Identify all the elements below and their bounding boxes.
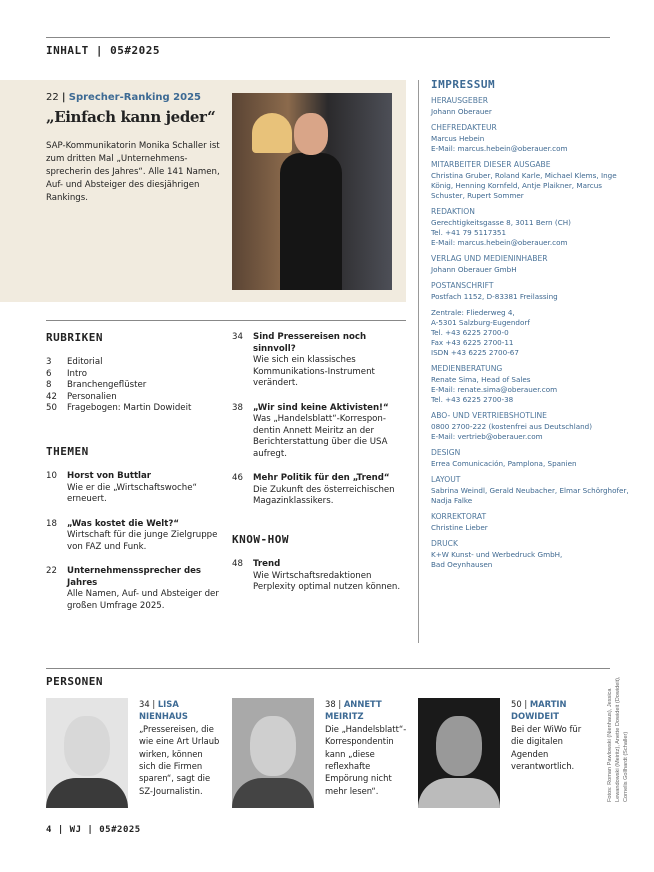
article-text: Die Zukunft des österreichischen Magazinklassikers. [253,484,395,506]
impressum-line: Christine Lieber [431,523,488,532]
impressum-block [431,411,631,442]
impressum-line: Errea Comunicación, Pamplona, Spanien [431,459,577,468]
article-summary [253,473,407,508]
article-text: Was „Handelsblatt“-Korrespon-dentin Annett Meiritz an der Berichterstattung über die USA aufregt. [253,414,388,459]
impressum-heading: VERLAG UND MEDIENINHABER [431,254,548,263]
impressum-line: E-Mail: renate.sima@oberauer.com [431,385,558,394]
toc-label: Editorial [67,357,103,367]
page-number: 3 [46,357,52,367]
person-photo-dowideit [418,698,500,808]
page-number: 42 [46,391,57,402]
impressum-line: Johann Oberauer GmbH [431,265,517,274]
impressum-line: E-Mail: marcus.hebein@oberauer.com [431,238,568,247]
article-summary [67,471,231,506]
toc-label: Fragebogen: Martin Dowideit [67,403,192,413]
page-number: 46 [232,473,243,483]
knowhow-list [232,559,407,594]
knowhow-title: KNOW-HOW [232,533,289,546]
person-photo-nienhaus [46,698,128,808]
article-summary [67,566,231,612]
article-text: Wie sich ein klassisches Kommunikations-Instrument verändert. [253,355,375,388]
toc-label: Branchengeflüster [67,380,147,390]
toc-article[interactable] [46,519,231,554]
toc-item[interactable] [46,357,226,369]
impressum-line: Zentrale: Fliederweg 4, [431,308,515,317]
article-text: Alle Namen, Auf- und Absteiger der großen Umfrage 2025. [67,589,219,611]
article-title: Horst von Buttlar [67,471,152,481]
impressum-heading: POSTANSCHRIFT [431,281,494,290]
page-number: 50 [46,403,57,413]
toc-article[interactable] [232,403,407,461]
impressum-block [431,364,631,405]
impressum-line: Bad Oeynhausen [431,560,493,569]
impressum-line: Johann Oberauer [431,107,492,116]
article-summary [253,559,407,594]
toc-item[interactable] [46,392,226,404]
toc-article[interactable] [232,473,407,508]
impressum-heading: REDAKTION [431,207,475,216]
impressum-line: Postfach 1152, D-83381 Freilassing [431,292,558,301]
person-entry[interactable]: 38 | ANNETT MEIRITZ Die „Handelsblatt“-Korrespondentin kann „diese reflexhafte Empörung nicht mehr lesen“. [325,699,407,796]
impressum-title: IMPRESSUM [431,78,496,91]
page-footer: 4 | WJ | 05#2025 [46,825,141,835]
teaser-text: SAP-Kommunikatorin Monika Schaller ist zum dritten Mal „Unternehmens-sprecherin des Jahres“. Alle 141 Namen, Auf- und Absteiger des diesjährigen Rankings. [46,141,220,203]
toc-label: Intro [67,368,87,379]
article-title: Trend [253,559,281,569]
impressum-line: E-Mail: vertrieb@oberauer.com [431,432,543,441]
impressum-block [431,207,631,248]
impressum-block [431,475,631,506]
article-summary [253,403,407,461]
toc-article[interactable] [232,559,407,594]
impressum-heading: DESIGN [431,448,461,457]
impressum-line: ISDN +43 6225 2700-67 [431,348,519,357]
article-text: Wie er die „Wirtschaftswoche“ erneuert. [67,482,197,504]
impressum-line: Sabrina Weindl, Gerald Neubacher, Elmar Schörghofer, Nadja Falke [431,486,629,505]
page-number: 18 [46,518,57,529]
page-number: 34 [232,332,243,342]
impressum-line: Gerechtigkeitsgasse 8, 3011 Bern (CH) [431,218,571,227]
impressum-line: Tel. +43 6225 2700-38 [431,395,514,404]
article-title: „Wir sind keine Aktivisten!“ [253,402,389,413]
teaser-kicker: 22 | Sprecher-Ranking 2025 [46,92,201,103]
article-summary [67,519,231,554]
rubriken-list [46,357,226,415]
themen-title: THEMEN [46,445,89,458]
themen-list [46,471,231,625]
impressum-heading: CHEFREDAKTEUR [431,123,497,132]
impressum-line: Marcus Hebein [431,134,485,143]
impressum-block [431,448,631,469]
impressum-block [431,512,631,533]
impressum-line: E-Mail: marcus.hebein@oberauer.com [431,144,568,153]
impressum-heading: ABO- UND VERTRIEBSHOTLINE [431,411,547,420]
cover-story-teaser[interactable] [0,80,406,302]
article-title: Sind Pressereisen noch sinnvoll? [253,332,367,354]
middle-list [232,332,407,521]
column-divider [418,80,419,643]
impressum-block [431,123,631,154]
impressum-line: Tel. +43 6225 2700-0 [431,328,509,337]
impressum-line: A-5301 Salzburg-Eugendorf [431,318,530,327]
page-number: 22 [46,566,57,576]
page-number: 48 [232,559,243,569]
page-number: 8 [46,380,52,390]
section-rule [46,668,610,669]
article-summary [253,332,407,390]
impressum-block [431,539,631,570]
article-title: Unternehmenssprecher des Jahres [67,566,202,588]
impressum-block [431,96,631,117]
impressum-heading: MITARBEITER DIESER AUSGABE [431,160,551,169]
article-text: Wie Wirtschaftsredaktionen Perplexity optimal nutzen können. [253,570,401,592]
toc-item[interactable] [46,369,226,381]
article-title: Mehr Politik für den „Trend“ [253,473,390,483]
toc-article[interactable] [46,566,231,612]
impressum-block [431,160,631,201]
teaser-headline: „Einfach kann jeder“ [46,108,216,126]
teaser-photo [232,93,392,290]
impressum-heading: HERAUSGEBER [431,96,489,105]
page-number: 38 [232,402,243,413]
impressum-block [431,281,631,302]
toc-item[interactable] [46,403,226,415]
page-header: INHALT | 05#2025 [46,44,160,57]
impressum-line: Christina Gruber, Roland Karle, Michael Klems, Inge König, Henning Kornfeld, Antje Plaikner, Marcus Schuster, Rupert Sommer [431,171,617,200]
impressum-block [431,308,631,358]
section-rule [46,320,406,321]
impressum-heading: KORREKTORAT [431,512,487,521]
person-entry[interactable]: 34 | LISA NIENHAUS „Pressereisen, die wie eine Art Urlaub wirken, können sich die Firmen sparen“, sagt die SZ-Journalistin. [139,699,220,796]
page-number: 6 [46,368,52,379]
impressum-heading: LAYOUT [431,475,461,484]
impressum-block [431,254,631,275]
impressum-line: Fax +43 6225 2700-11 [431,338,514,347]
article-title: „Was kostet die Welt?“ [67,518,179,529]
toc-item[interactable] [46,380,226,392]
person-photo-meiritz [232,698,314,808]
photo-credits: Fotos: Roman Pawlowski (Nienhaus), Jessica Lewandowski (Meiritz), Anette Dowideit (Dowideit), Cornelis Gollhardt (Schaller) [607,676,629,802]
top-rule [46,37,610,38]
toc-label: Personalien [67,391,117,402]
impressum-line: Tel. +41 79 5117351 [431,228,507,237]
article-text: Wirtschaft für die junge Zielgruppe von FAZ und Funk. [67,530,218,552]
impressum-heading: MEDIENBERATUNG [431,364,503,373]
impressum-heading: DRUCK [431,539,458,548]
impressum-line: Renate Sima, Head of Sales [431,375,531,384]
person-entry[interactable]: 50 | MARTIN DOWIDEIT Bei der WiWo für die digitalen Agenden verantwortlich. [511,699,582,772]
impressum-line: 0800 2700-222 (kostenfrei aus Deutschland) [431,422,593,431]
impressum [431,80,631,576]
page-number: 10 [46,471,57,481]
personen-title: PERSONEN [46,675,103,688]
impressum-line: K+W Kunst- und Werbedruck GmbH, [431,550,563,559]
rubriken-title: RUBRIKEN [46,331,103,344]
toc-article[interactable] [46,471,231,506]
toc-article[interactable] [232,332,407,390]
